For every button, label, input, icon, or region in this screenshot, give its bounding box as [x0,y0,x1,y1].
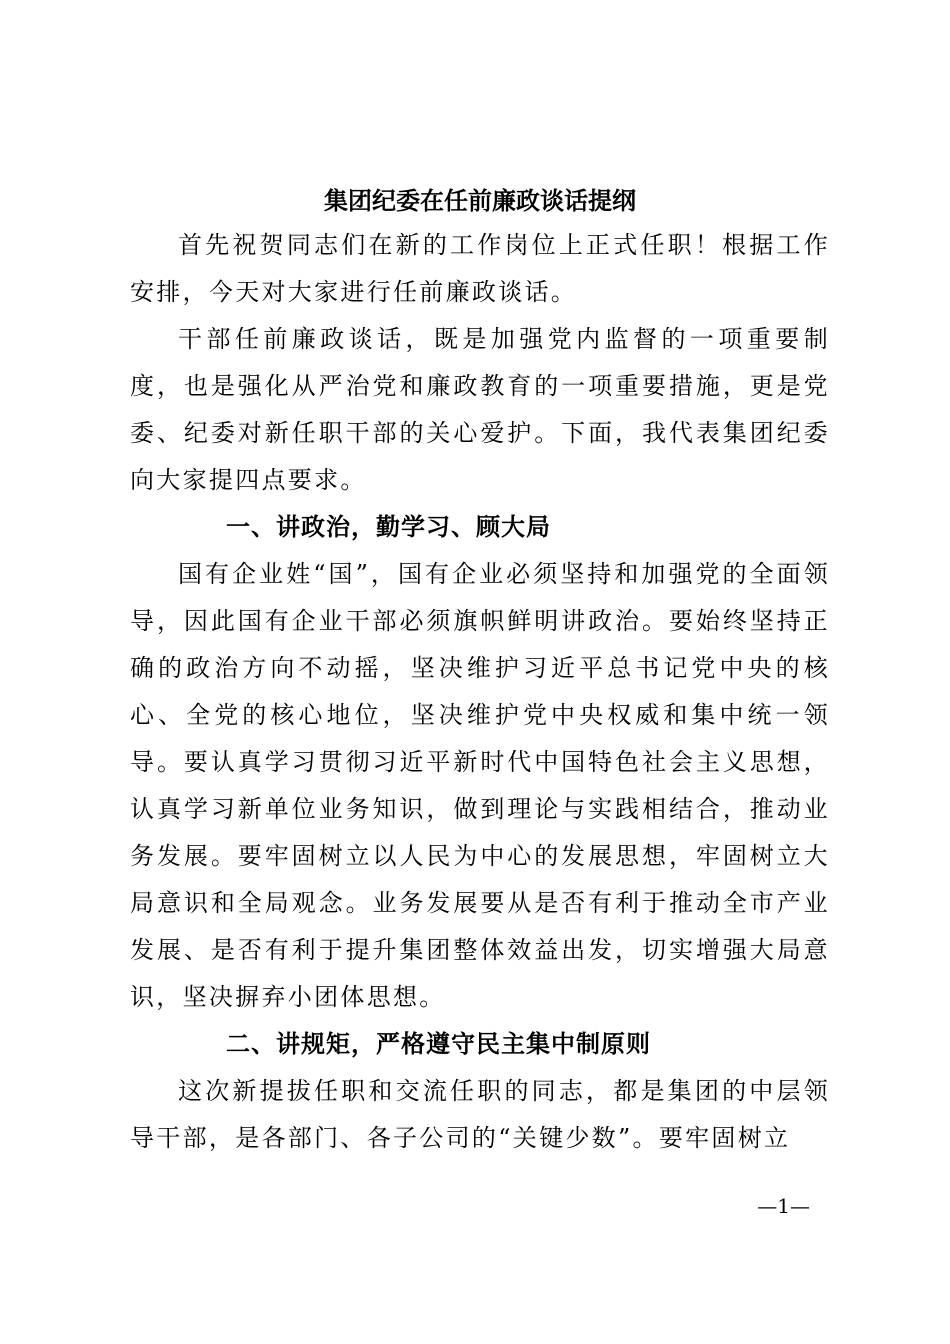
section-heading-1: 一、讲政治，勤学习、顾大局 [226,513,551,541]
intro-paragraph-2: 干部任前廉政谈话，既是加强党内监督的一项重要制度，也是强化从严治党和廉政教育的一项重要措施，更是党委、纪委对新任职干部的关心爱护。下面，我代表集团纪委向大家提四点要求。 [130,325,830,494]
section-heading-2: 二、讲规矩，严格遵守民主集中制原则 [226,1030,651,1058]
document-title: 集团纪委在任前廉政谈话提纲 [324,186,636,215]
section-paragraph-2: 这次新提拔任职和交流任职的同志，都是集团的中层领导干部，是各部门、各子公司的“关键少数”。要牢固树立 [130,1077,830,1152]
section-paragraph-1: 国有企业姓“国”，国有企业必须坚持和加强党的全面领导，因此国有企业干部必须旗帜鲜明讲政治。要始终坚持正确的政治方向不动摇，坚决维护习近平总书记党中央的核心、全党的核心地位，坚决维护党中央权威和集中统一领导。要认真学习贯彻习近平新时代中国特色社会主义思想，认真学习新单位业务知识，做到理论与实践相结合，推动业务发展。要牢固树立以人民为中心的发展思想，牢固树立大局意识和全局观念。业务发展要从是否有利于推动全市产业发展、是否有利于提升集团整体效益出发，切实增强大局意识，坚决摒弃小团体思想。 [130,560,830,1011]
document-body [130,222,830,1162]
intro-paragraph-1: 首先祝贺同志们在新的工作岗位上正式任职！根据工作安排，今天对大家进行任前廉政谈话。 [130,231,830,306]
page-number: —1— [757,1194,810,1218]
